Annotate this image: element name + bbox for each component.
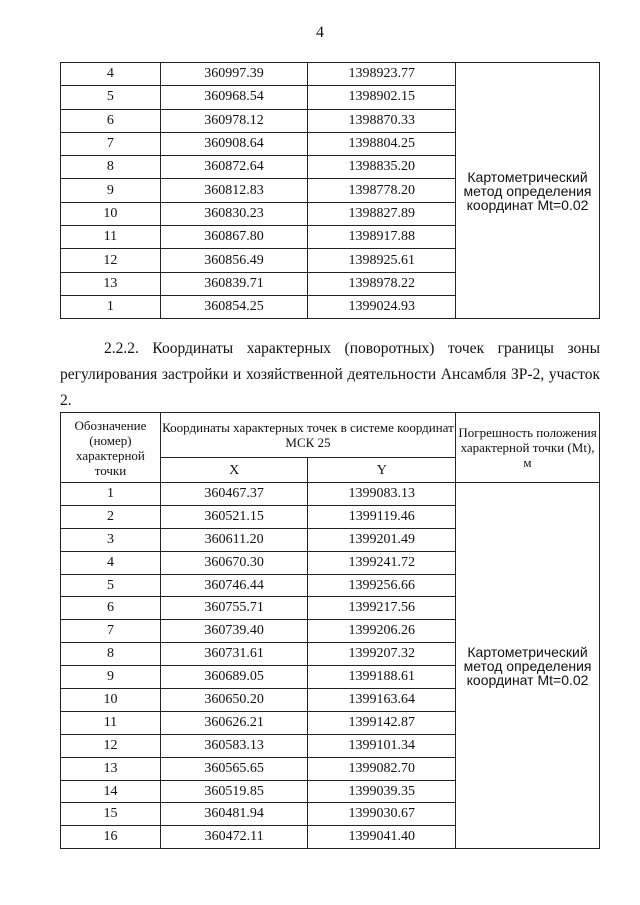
accuracy-method-cell: Картометрический метод определения координат Mt=0.02 <box>456 63 600 319</box>
y-cell: 1399201.49 <box>308 528 456 551</box>
point-number-cell: 11 <box>61 226 161 249</box>
point-number-cell: 5 <box>61 86 161 109</box>
point-number-cell: 14 <box>61 780 161 803</box>
header-x: X <box>160 458 308 483</box>
table-row <box>61 483 600 506</box>
y-cell: 1399041.40 <box>308 826 456 849</box>
point-number-cell: 8 <box>61 643 161 666</box>
point-number-cell: 1 <box>61 483 161 506</box>
x-cell: 360626.21 <box>160 711 308 734</box>
x-cell: 360812.83 <box>160 179 308 202</box>
point-number-cell: 12 <box>61 734 161 757</box>
point-number-cell: 16 <box>61 826 161 849</box>
page-number: 4 <box>316 24 324 41</box>
x-cell: 360481.94 <box>160 803 308 826</box>
header-point-number: Обозначение (номер) характерной точки <box>61 413 161 483</box>
x-cell: 360611.20 <box>160 528 308 551</box>
y-cell: 1399207.32 <box>308 643 456 666</box>
y-cell: 1398917.88 <box>308 226 456 249</box>
x-cell: 360746.44 <box>160 574 308 597</box>
point-number-cell: 4 <box>61 551 161 574</box>
point-number-cell: 10 <box>61 689 161 712</box>
y-cell: 1399082.70 <box>308 757 456 780</box>
y-cell: 1399217.56 <box>308 597 456 620</box>
x-cell: 360650.20 <box>160 689 308 712</box>
point-number-cell: 2 <box>61 505 161 528</box>
x-cell: 360583.13 <box>160 734 308 757</box>
point-number-cell: 7 <box>61 620 161 643</box>
x-cell: 360565.65 <box>160 757 308 780</box>
y-cell: 1398835.20 <box>308 156 456 179</box>
point-number-cell: 9 <box>61 666 161 689</box>
y-cell: 1399030.67 <box>308 803 456 826</box>
x-cell: 360670.30 <box>160 551 308 574</box>
table-row <box>61 63 600 86</box>
x-cell: 360521.15 <box>160 505 308 528</box>
y-cell: 1398925.61 <box>308 249 456 272</box>
x-cell: 360731.61 <box>160 643 308 666</box>
x-cell: 360997.39 <box>160 63 308 86</box>
x-cell: 360830.23 <box>160 202 308 225</box>
x-cell: 360872.64 <box>160 156 308 179</box>
x-cell: 360867.80 <box>160 226 308 249</box>
y-cell: 1399024.93 <box>308 295 456 318</box>
point-number-cell: 10 <box>61 202 161 225</box>
y-cell: 1398778.20 <box>308 179 456 202</box>
y-cell: 1399241.72 <box>308 551 456 574</box>
y-cell: 1399206.26 <box>308 620 456 643</box>
x-cell: 360519.85 <box>160 780 308 803</box>
coordinates-table-2-body <box>61 483 600 849</box>
y-cell: 1399039.35 <box>308 780 456 803</box>
y-cell: 1399101.34 <box>308 734 456 757</box>
point-number-cell: 6 <box>61 109 161 132</box>
accuracy-method-cell: Картометрический метод определения координат Mt=0.02 <box>456 483 600 849</box>
point-number-cell: 3 <box>61 528 161 551</box>
x-cell: 360755.71 <box>160 597 308 620</box>
x-cell: 360854.25 <box>160 295 308 318</box>
y-cell: 1399119.46 <box>308 505 456 528</box>
point-number-cell: 4 <box>61 63 161 86</box>
y-cell: 1398902.15 <box>308 86 456 109</box>
point-number-cell: 12 <box>61 249 161 272</box>
header-y: Y <box>308 458 456 483</box>
point-number-cell: 9 <box>61 179 161 202</box>
coordinates-table-2 <box>60 412 600 849</box>
y-cell: 1398827.89 <box>308 202 456 225</box>
x-cell: 360739.40 <box>160 620 308 643</box>
y-cell: 1399256.66 <box>308 574 456 597</box>
x-cell: 360689.05 <box>160 666 308 689</box>
point-number-cell: 1 <box>61 295 161 318</box>
y-cell: 1398870.33 <box>308 109 456 132</box>
section-heading-2-2-2: 2.2.2. Координаты характерных (поворотных) точек границы зоны регулирования застройки и хозяйственной деятельности Ансамбля ЗР-2, участок 2. <box>60 340 600 409</box>
header-coordinates: Координаты характерных точек в системе координат МСК 25 <box>160 413 455 458</box>
point-number-cell: 5 <box>61 574 161 597</box>
y-cell: 1399188.61 <box>308 666 456 689</box>
y-cell: 1398804.25 <box>308 132 456 155</box>
point-number-cell: 13 <box>61 757 161 780</box>
coordinates-table-1-body <box>61 63 600 319</box>
x-cell: 360978.12 <box>160 109 308 132</box>
x-cell: 360908.64 <box>160 132 308 155</box>
y-cell: 1398923.77 <box>308 63 456 86</box>
point-number-cell: 6 <box>61 597 161 620</box>
y-cell: 1399163.64 <box>308 689 456 712</box>
x-cell: 360472.11 <box>160 826 308 849</box>
x-cell: 360467.37 <box>160 483 308 506</box>
y-cell: 1399142.87 <box>308 711 456 734</box>
x-cell: 360839.71 <box>160 272 308 295</box>
table-2-header-row <box>61 413 600 458</box>
point-number-cell: 13 <box>61 272 161 295</box>
x-cell: 360968.54 <box>160 86 308 109</box>
point-number-cell: 15 <box>61 803 161 826</box>
y-cell: 1398978.22 <box>308 272 456 295</box>
y-cell: 1399083.13 <box>308 483 456 506</box>
point-number-cell: 8 <box>61 156 161 179</box>
point-number-cell: 11 <box>61 711 161 734</box>
x-cell: 360856.49 <box>160 249 308 272</box>
point-number-cell: 7 <box>61 132 161 155</box>
header-error: Погрешность положения характерной точки (Mt), м <box>456 413 600 483</box>
coordinates-table-1 <box>60 62 600 319</box>
